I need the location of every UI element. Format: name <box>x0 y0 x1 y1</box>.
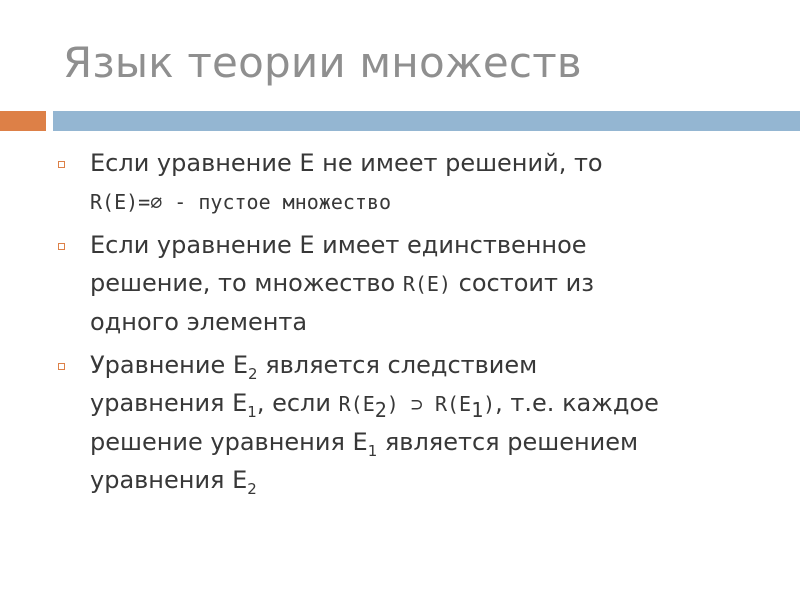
square-bullet-icon <box>58 161 65 168</box>
bullet-text: решение уравнения Е <box>90 428 368 456</box>
subscript: 2 <box>248 365 258 383</box>
bullet-list <box>90 144 790 504</box>
bullet-text: , если <box>256 389 339 417</box>
bullet-text: является решением <box>377 428 639 456</box>
set-notation: ) <box>483 392 496 416</box>
accent-bar-blue <box>53 111 800 131</box>
square-bullet-icon <box>58 243 65 250</box>
set-notation: R(E <box>338 392 375 416</box>
set-notation: R(E)=∅ <box>90 190 163 214</box>
bullet-item <box>90 226 790 341</box>
set-notation: R(E) <box>402 272 452 296</box>
subscript: 2 <box>247 480 257 498</box>
bullet-text: Уравнение Е <box>90 351 249 379</box>
set-notation: ) ⊃ R(E <box>386 392 472 416</box>
bullet-text: уравнения Е <box>90 466 248 494</box>
bullet-text: одного элемента <box>90 308 308 336</box>
subscript: 1 <box>471 398 484 422</box>
bullet-text: является следствием <box>257 351 538 379</box>
bullet-text: решение, то множество <box>90 269 403 297</box>
subscript: 2 <box>374 398 387 422</box>
subscript: 1 <box>367 442 378 460</box>
square-bullet-icon <box>58 363 65 370</box>
bullet-text: , т.е. каждое <box>495 389 659 417</box>
bullet-text: - пустое множество <box>162 190 392 214</box>
bullet-text: Если уравнение Е имеет единственное <box>90 231 587 259</box>
bullet-item <box>90 346 790 499</box>
subscript: 1 <box>247 403 257 421</box>
slide-title: Язык теории множеств <box>63 38 582 87</box>
bullet-text: уравнения Е <box>90 389 248 417</box>
accent-bar-orange <box>0 111 46 131</box>
bullet-text: состоит из <box>451 269 594 297</box>
bullet-item <box>90 144 790 221</box>
bullet-text: Если уравнение Е не имеет решений, то <box>90 149 603 177</box>
